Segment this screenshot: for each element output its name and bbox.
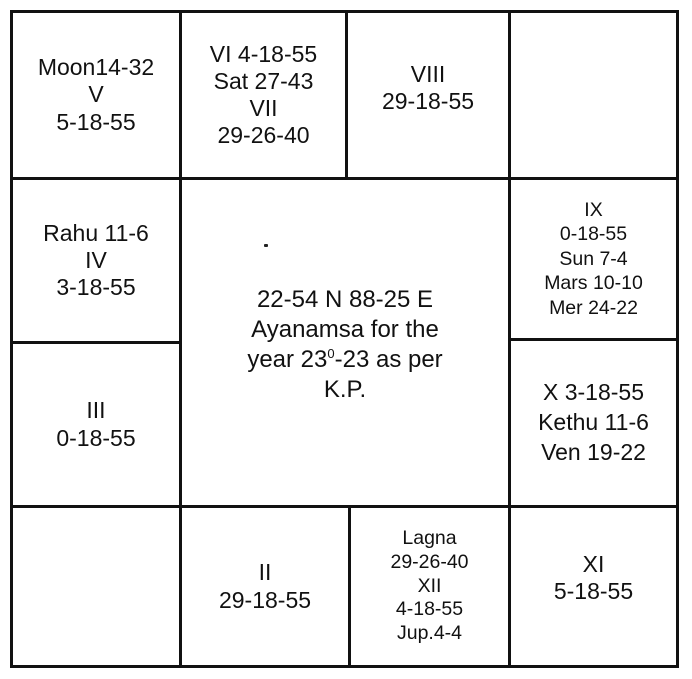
house-cell-r3c1 [13,344,179,505]
house-text: 0-18-55 [559,223,628,246]
house-text: 5-18-55 [56,108,136,135]
house-text: V [88,81,104,108]
house-text: 29-18-55 [381,88,475,114]
ink-dot [264,244,268,247]
house-text: IX [584,199,603,222]
house-text: Mer 24-22 [549,296,638,319]
house-text: IV [85,246,107,273]
house-cell-r1c2 [182,13,345,177]
house-cell-r1c1 [13,13,179,177]
house-text: 4-18-55 [395,598,464,621]
house-text: Jup.4-4 [396,622,463,645]
house-text: XI [582,550,605,577]
system-text: K.P. [323,376,367,403]
house-text: 0-18-55 [56,424,136,451]
house-text: Ven 19-22 [541,438,646,465]
house-text: VIII [410,60,446,87]
ayanamsa-value-text: year $23^0-23$ as per [247,346,443,373]
house-text: 29-26-40 [390,550,469,573]
center-info [182,250,508,440]
house-text: Sat 27-43 [213,67,314,94]
house-cell-r4c3 [351,508,508,665]
house-text: III [86,397,106,424]
house-text: XII [417,574,442,597]
house-text: 3-18-55 [56,274,136,301]
house-cell-r1c3 [348,13,508,163]
house-text: VII [249,95,278,121]
house-text: 29-18-55 [218,586,312,613]
house-text: Mars 10-10 [544,272,643,295]
house-text: 5-18-55 [553,578,634,604]
house-cell-r2c1 [13,180,179,341]
house-cell-r3c4 [511,341,676,505]
ayanamsa-text: Ayanamsa for the [251,316,439,343]
house-text: Sun 7-4 [559,247,628,270]
house-text: Rahu 11-6 [43,219,149,246]
house-cell-r2c4 [511,180,676,338]
coordinates-text: 22-54 N 88-25 E [256,286,434,313]
house-text: Lagna [402,527,457,550]
house-cell-r1c4 [511,13,676,177]
house-cell-r4c2 [182,508,348,665]
house-text: VI 4-18-55 [209,40,318,67]
house-text: II [258,559,272,586]
house-text: X 3-18-55 [542,379,644,406]
house-cell-r4c4 [511,508,676,648]
house-text: Moon14-32 [37,54,155,81]
house-text: 29-26-40 [217,122,310,149]
house-text: Kethu 11-6 [538,409,649,436]
house-cell-r4c1 [13,508,179,665]
